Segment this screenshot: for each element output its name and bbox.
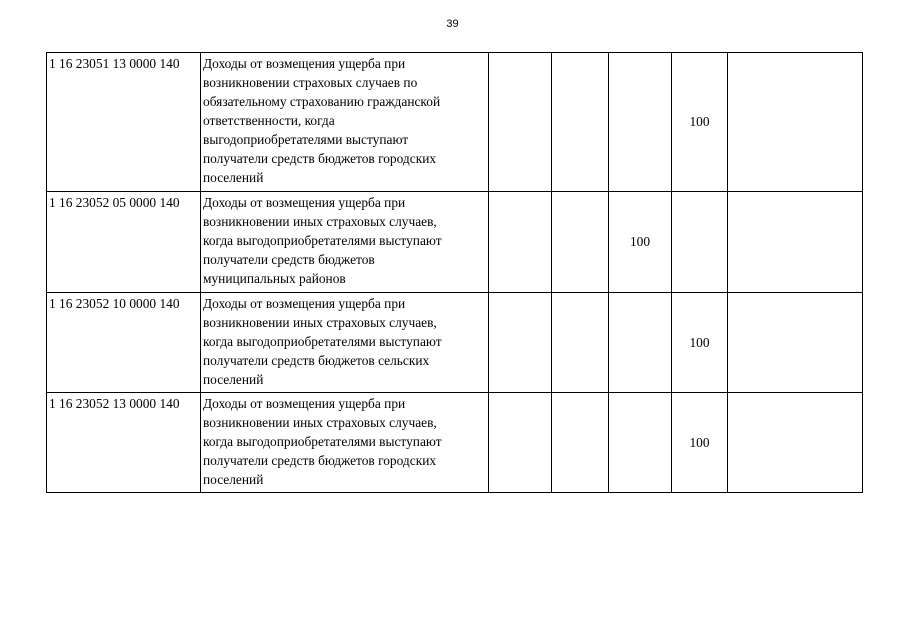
value-cell — [489, 293, 552, 393]
value-cell — [489, 393, 552, 493]
table-row — [47, 293, 863, 393]
value-cell — [552, 393, 609, 493]
page-number: 39 — [446, 18, 459, 30]
row-name-line: обязательному страхованию гражданской — [203, 94, 441, 109]
row-name-line: ответственности, когда — [203, 113, 335, 128]
row-name-line: возникновении иных страховых случаев, — [203, 315, 437, 330]
row-name-line: получатели средств бюджетов сельских — [203, 353, 430, 368]
value-cell — [672, 192, 728, 293]
value-cell — [728, 53, 863, 192]
value-cell — [609, 393, 672, 493]
row-name-line: когда выгодоприобретателями выступают — [203, 434, 442, 449]
value-cell — [552, 192, 609, 293]
value-cell: 100 — [672, 53, 728, 192]
row-name-line: получатели средств бюджетов городских — [203, 151, 437, 166]
value-cell — [489, 192, 552, 293]
value-cell — [728, 192, 863, 293]
row-name-line: выгодоприобретателями выступают — [203, 132, 409, 147]
revenue-table — [46, 52, 863, 493]
row-name-line: Доходы от возмещения ущерба при — [203, 296, 406, 311]
row-name — [201, 293, 489, 393]
value-cell — [728, 293, 863, 393]
row-name-line: когда выгодоприобретателями выступают — [203, 233, 442, 248]
value-cell: 100 — [609, 192, 672, 293]
row-name-line: поселений — [203, 170, 264, 185]
value-cell: 100 — [672, 293, 728, 393]
value-cell: 100 — [672, 393, 728, 493]
row-name-line: поселений — [203, 372, 264, 387]
row-code: 1 16 23052 05 0000 140 — [47, 192, 201, 293]
row-name-line: муниципальных районов — [203, 271, 346, 286]
table-row — [47, 53, 863, 192]
value-cell — [552, 53, 609, 192]
table-row — [47, 192, 863, 293]
row-name-line: возникновении иных страховых случаев, — [203, 415, 437, 430]
row-name-line: получатели средств бюджетов — [203, 252, 375, 267]
row-name — [201, 192, 489, 293]
row-name — [201, 393, 489, 493]
value-cell — [609, 293, 672, 393]
table-row — [47, 393, 863, 493]
value-cell — [609, 53, 672, 192]
row-name-line: Доходы от возмещения ущерба при — [203, 56, 406, 71]
row-name-line: когда выгодоприобретателями выступают — [203, 334, 442, 349]
row-name-line: возникновении страховых случаев по — [203, 75, 418, 90]
row-code: 1 16 23052 13 0000 140 — [47, 393, 201, 493]
value-cell — [489, 53, 552, 192]
value-cell — [552, 293, 609, 393]
value-cell — [728, 393, 863, 493]
row-code: 1 16 23051 13 0000 140 — [47, 53, 201, 192]
row-name-line: Доходы от возмещения ущерба при — [203, 396, 406, 411]
row-name-line: получатели средств бюджетов городских — [203, 453, 437, 468]
row-name — [201, 53, 489, 192]
row-name-line: поселений — [203, 472, 264, 487]
row-code: 1 16 23052 10 0000 140 — [47, 293, 201, 393]
row-name-line: возникновении иных страховых случаев, — [203, 214, 437, 229]
row-name-line: Доходы от возмещения ущерба при — [203, 195, 406, 210]
